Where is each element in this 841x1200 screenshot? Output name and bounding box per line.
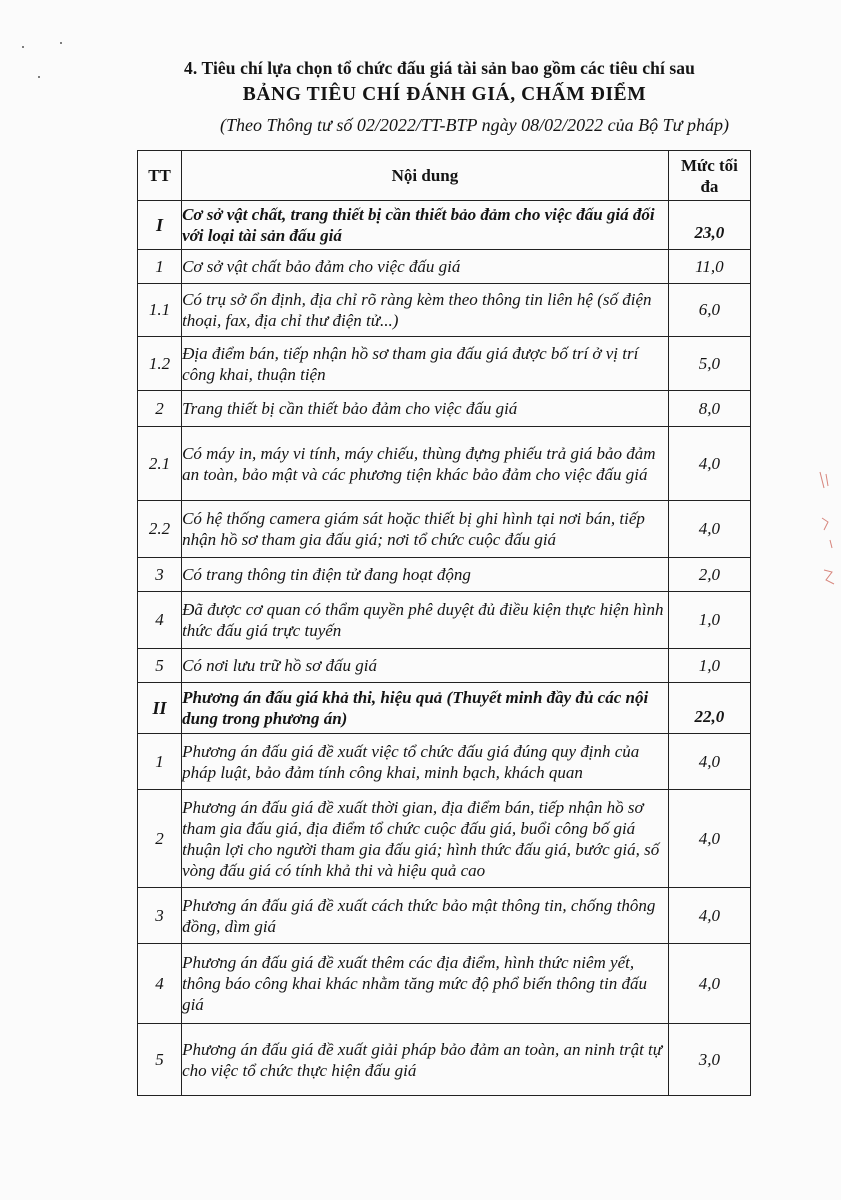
table-row-section — [138, 201, 751, 250]
table-row — [138, 649, 751, 683]
row-max-score: 11,0 — [668, 250, 750, 284]
row-content: Có trụ sở ổn định, địa chỉ rõ ràng kèm theo thông tin liên hệ (số điện thoại, fax, địa chỉ thư điện tử...) — [182, 284, 669, 337]
row-tt: 4 — [138, 592, 182, 649]
row-tt: 5 — [138, 649, 182, 683]
row-content: Trang thiết bị cần thiết bảo đảm cho việc đấu giá — [182, 391, 669, 427]
table-row — [138, 427, 751, 501]
row-max-score: 1,0 — [668, 649, 750, 683]
row-tt: 2 — [138, 391, 182, 427]
scan-bleed-marks — [812, 460, 841, 600]
row-content: Có máy in, máy vi tính, máy chiếu, thùng đựng phiếu trả giá bảo đảm an toàn, bảo mật và các phương tiện khác bảo đảm cho việc đấu giá — [182, 427, 669, 501]
row-max-score: 4,0 — [668, 501, 750, 558]
table-row — [138, 1024, 751, 1096]
row-content: Phương án đấu giá đề xuất thời gian, địa điểm bán, tiếp nhận hồ sơ tham gia đấu giá, địa điểm tổ chức cuộc đấu giá, buổi công bố giá thuận lợi cho người tham gia đấu giá; hình thức đấu giá, bước giá, số vòng đấu giá có tính khả thi và hiệu quả cao — [182, 790, 669, 888]
table-row — [138, 944, 751, 1024]
row-max-score: 4,0 — [668, 888, 750, 944]
table-row — [138, 250, 751, 284]
row-max-score: 4,0 — [668, 790, 750, 888]
row-content: Có trang thông tin điện tử đang hoạt động — [182, 558, 669, 592]
header-tt: TT — [138, 151, 182, 201]
row-max-score: 5,0 — [668, 337, 750, 391]
row-content: Có hệ thống camera giám sát hoặc thiết bị ghi hình tại nơi bán, tiếp nhận hồ sơ tham gia đấu giá; nơi tổ chức cuộc đấu giá — [182, 501, 669, 558]
section-heading: 4. Tiêu chí lựa chọn tổ chức đấu giá tài sản bao gồm các tiêu chí sau — [184, 58, 695, 78]
row-max-score: 8,0 — [668, 391, 750, 427]
bleed-mark-stroke — [822, 518, 828, 530]
table-row — [138, 790, 751, 888]
row-content: Phương án đấu giá đề xuất việc tổ chức đấu giá đúng quy định của pháp luật, bảo đảm tính công khai, minh bạch, khách quan — [182, 734, 669, 790]
row-tt: 2 — [138, 790, 182, 888]
scan-speck — [22, 46, 24, 48]
document-title: BẢNG TIÊU CHÍ ĐÁNH GIÁ, CHẤM ĐIỂM — [242, 84, 647, 105]
header-max-score — [668, 151, 750, 201]
row-tt: 1 — [138, 734, 182, 790]
row-content: Phương án đấu giá đề xuất giải pháp bảo đảm an toàn, an ninh trật tự cho việc tổ chức thực hiện đấu giá — [182, 1024, 669, 1096]
row-max-score: 4,0 — [668, 734, 750, 790]
scan-speck — [60, 42, 62, 44]
row-max-score: 2,0 — [668, 558, 750, 592]
table-row — [138, 734, 751, 790]
table-row — [138, 888, 751, 944]
row-tt: I — [138, 201, 182, 250]
row-content: Phương án đấu giá khả thi, hiệu quả (Thuyết minh đầy đủ các nội dung trong phương án) — [182, 683, 669, 734]
row-max-score: 3,0 — [668, 1024, 750, 1096]
bleed-mark-stroke — [824, 570, 834, 584]
document-subtitle: (Theo Thông tư số 02/2022/TT-BTP ngày 08/02/2022 của Bộ Tư pháp) — [220, 115, 729, 135]
row-content: Cơ sở vật chất bảo đảm cho việc đấu giá — [182, 250, 669, 284]
row-tt: 3 — [138, 888, 182, 944]
row-content: Cơ sở vật chất, trang thiết bị cần thiết bảo đảm cho việc đấu giá đối với loại tài sản đấu giá — [182, 201, 669, 250]
table-row — [138, 501, 751, 558]
row-tt: 1 — [138, 250, 182, 284]
bleed-mark-stroke — [830, 540, 832, 548]
table-row — [138, 391, 751, 427]
row-max-score: 6,0 — [668, 284, 750, 337]
table-row-section — [138, 683, 751, 734]
header-max-line2: đa — [700, 176, 719, 196]
row-tt: 4 — [138, 944, 182, 1024]
row-max-score: 1,0 — [668, 592, 750, 649]
row-content: Có nơi lưu trữ hồ sơ đấu giá — [182, 649, 669, 683]
table-row — [138, 284, 751, 337]
table-header-row — [138, 151, 751, 201]
row-max-score: 23,0 — [668, 201, 750, 250]
header-content: Nội dung — [182, 151, 669, 201]
row-max-score: 4,0 — [668, 427, 750, 501]
row-tt: 5 — [138, 1024, 182, 1096]
bleed-mark-stroke — [826, 474, 828, 486]
row-content: Địa điểm bán, tiếp nhận hồ sơ tham gia đấu giá được bố trí ở vị trí công khai, thuận tiện — [182, 337, 669, 391]
header-max-line1: Mức tối — [680, 155, 738, 175]
row-tt: 2.1 — [138, 427, 182, 501]
table-row — [138, 558, 751, 592]
table-row — [138, 337, 751, 391]
row-tt: 2.2 — [138, 501, 182, 558]
row-tt: 3 — [138, 558, 182, 592]
row-content: Phương án đấu giá đề xuất cách thức bảo mật thông tin, chống thông đồng, dìm giá — [182, 888, 669, 944]
table-row — [138, 592, 751, 649]
row-content: Đã được cơ quan có thẩm quyền phê duyệt đủ điều kiện thực hiện hình thức đấu giá trực tuyến — [182, 592, 669, 649]
row-tt: II — [138, 683, 182, 734]
row-max-score: 22,0 — [668, 683, 750, 734]
bleed-mark-stroke — [820, 472, 824, 488]
criteria-table — [137, 150, 751, 1096]
row-max-score: 4,0 — [668, 944, 750, 1024]
row-content: Phương án đấu giá đề xuất thêm các địa điểm, hình thức niêm yết, thông báo công khai khác nhằm tăng mức độ phổ biến thông tin đấu giá — [182, 944, 669, 1024]
row-tt: 1.2 — [138, 337, 182, 391]
row-tt: 1.1 — [138, 284, 182, 337]
